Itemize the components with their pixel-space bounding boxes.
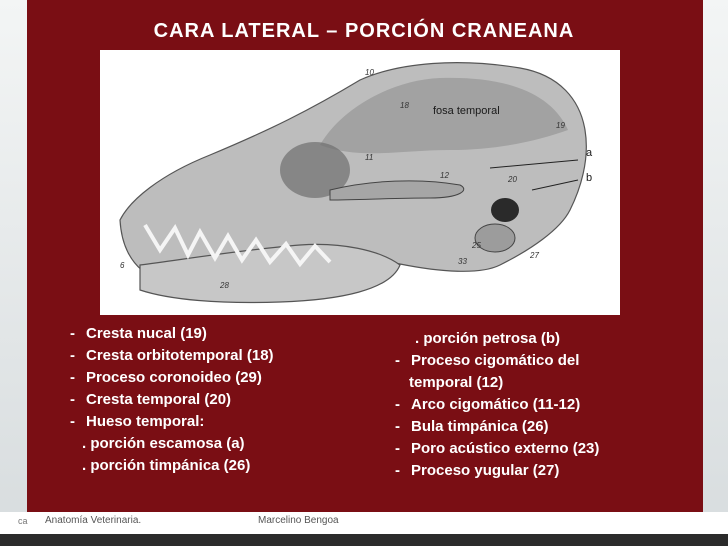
label-a: a xyxy=(586,147,593,159)
left-list xyxy=(70,323,390,477)
number-6: 6 xyxy=(120,261,125,270)
list-continuation: temporal (12) xyxy=(409,374,504,391)
number-28: 28 xyxy=(220,281,229,290)
list-item: - Proceso coronoideo (29) xyxy=(70,369,262,386)
logo-mark-icon: ca xyxy=(18,516,28,526)
number-10: 10 xyxy=(365,68,374,77)
right-list xyxy=(395,328,695,482)
number-25: 25 xyxy=(472,241,481,250)
list-item: - Proceso yugular (27) xyxy=(395,462,560,479)
list-item: - Bula timpánica (26) xyxy=(395,418,549,435)
list-item: - Poro acústico externo (23) xyxy=(395,440,600,457)
list-item: - Cresta nucal (19) xyxy=(70,325,207,342)
number-12: 12 xyxy=(440,171,449,180)
number-27: 27 xyxy=(530,251,539,260)
slide-title: CARA LATERAL – PORCIÓN CRANEANA xyxy=(153,20,575,42)
left-decorative-strip xyxy=(0,0,27,546)
right-decorative-strip xyxy=(703,0,728,546)
footer-course: Anatomía Veterinaria. xyxy=(45,515,142,526)
list-item: - Hueso temporal: xyxy=(70,413,205,430)
footer-author: Marcelino Bengoa xyxy=(258,515,339,526)
number-18: 18 xyxy=(400,101,409,110)
skull-illustration xyxy=(100,50,620,315)
skull-figure xyxy=(100,50,620,315)
number-20: 20 xyxy=(508,175,517,184)
list-item: - Cresta orbitotemporal (18) xyxy=(70,347,274,364)
list-item: - Cresta temporal (20) xyxy=(70,391,232,408)
tympanic-bulla xyxy=(475,224,515,252)
label-b: b xyxy=(586,172,593,184)
list-item: - Proceso cigomático del xyxy=(395,352,580,369)
list-subitem: . porción timpánica (26) xyxy=(82,457,251,474)
list-subitem: . porción escamosa (a) xyxy=(82,435,245,452)
external-acoustic-meatus xyxy=(491,198,519,222)
label-fosa-temporal: fosa temporal xyxy=(433,105,500,117)
number-11: 11 xyxy=(365,153,374,162)
number-33: 33 xyxy=(458,257,467,266)
list-item: - Arco cigomático (11-12) xyxy=(395,396,581,413)
number-19: 19 xyxy=(556,121,565,130)
bottom-dark-bar xyxy=(0,534,728,546)
list-subitem: . porción petrosa (b) xyxy=(415,330,561,347)
